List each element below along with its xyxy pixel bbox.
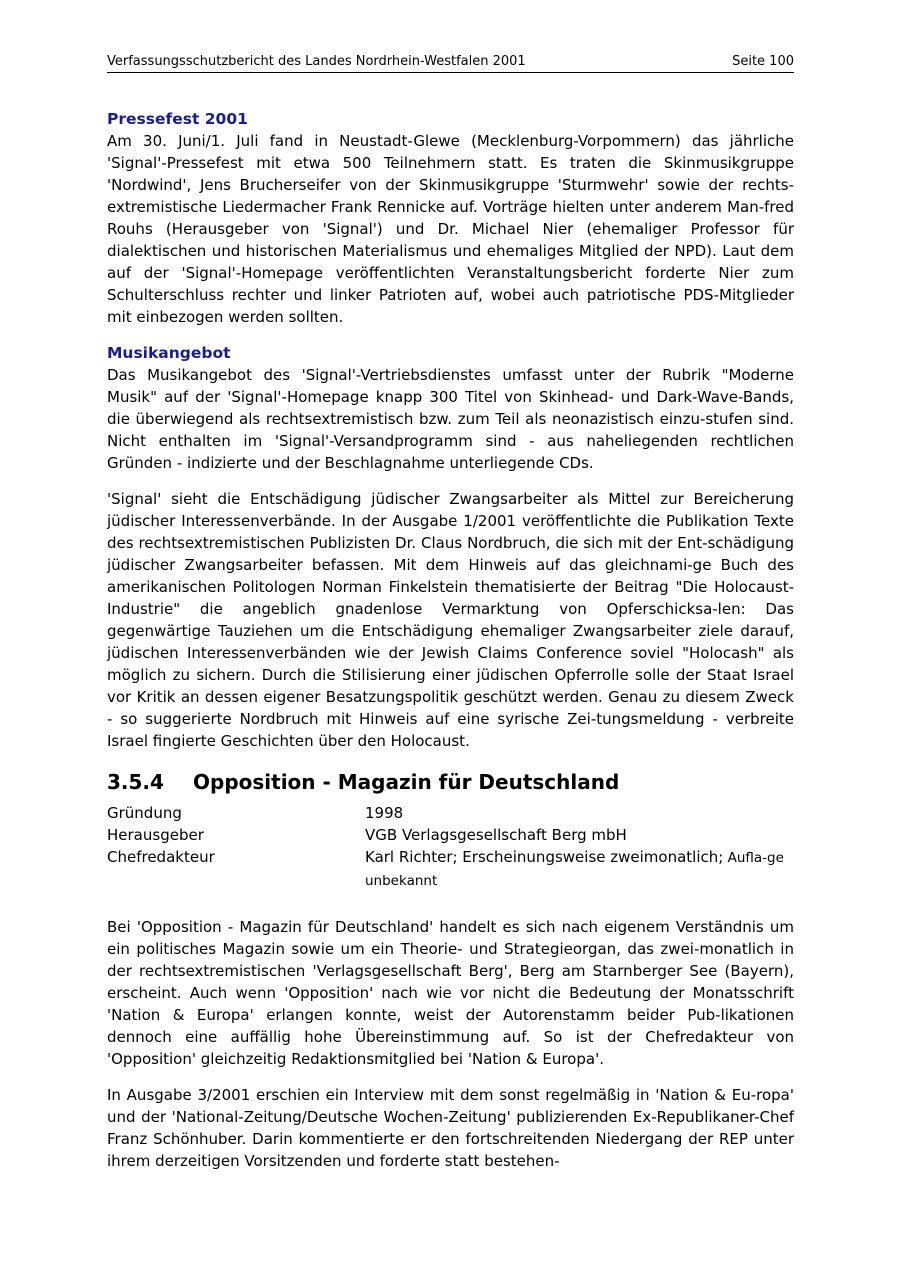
heading-musikangebot: Musikangebot [107, 344, 231, 362]
paragraph-musikangebot-2: 'Signal' sieht die Entschädigung jüdischer Zwangsarbeiter als Mittel zur Bereicherung jüdischer Interessenverbände. In der Ausgabe 1/2001 veröffentlichte die Publikation Texte des rechtsextremistischen Publizisten Dr. Claus Nordbruch, die sich mit der Ent-schädigung jüdischer Zwangsarbeiter befassen. Mit dem Hinweis auf das gleichnami-ge Buch des amerikanischen Politologen Norman Finkelstein thematisierte der Beitrag "Die Holocaust-Industrie" die angeblich gnadenlose Vermarktung von Opferschicksa-len: Das gegenwärtige Tauziehen um die Entschädigung ehemaliger Zwangsarbeiter ziele darauf, jüdischen Interessenverbänden wie der Jewish Claims Conference soviel "Holocash" als möglich zu sichern. Durch die Stilisierung einer jüdischen Opferrolle solle der Staat Israel vor Kritik an dessen eigener Besatzungspolitik geschützt werden. Genau zu diesem Zweck - so suggerierte Nordbruch mit Hinweis auf eine syrische Zei-tungsmeldung - verbreite Israel fingierte Geschichten über den Holocaust. [107, 490, 794, 750]
paragraph-opposition-1: Bei 'Opposition - Magazin für Deutschland' handelt es sich nach eigenem Verständnis um ein politisches Magazin sowie um ein Theorie- und Strategieorgan, das zwei-monatlich in der rechtsextremistischen 'Verlagsgesellschaft Berg', Berg am Starnberger See (Bayern), erscheint. Auch wenn 'Opposition' nach wie vor nicht die Bedeutung der Monatsschrift 'Nation & Europa' erlangen konnte, weist der Autorenstamm beider Pub-likationen dennoch eine auffällig hohe Übereinstimmung auf. So ist der Chefredakteur von 'Opposition' gleichzeitig Redaktionsmitglied bei 'Nation & Europa'. [107, 918, 794, 1068]
meta-value: 1998 [365, 804, 404, 822]
meta-key: Chefredakteur [107, 848, 215, 866]
section-title: Opposition - Magazin für Deutschland [193, 770, 620, 794]
paragraph-pressefest: Am 30. Juni/1. Juli fand in Neustadt-Glewe (Mecklenburg-Vorpommern) das jährliche 'Signal'-Pressefest mit etwa 500 Teilnehmern statt. Es traten die Skinmusikgruppe 'Nordwind', Jens Brucherseifer von der Skinmusikgruppe 'Sturmwehr' sowie der rechts-extremistische Liedermacher Frank Rennicke auf. Vorträge hielten unter anderem Man-fred Rouhs (Herausgeber von 'Signal') und Dr. Michael Nier (ehemaliger Professor für dialektischen und historischen Materialismus und ehemaliges Mitglied der NPD). Laut dem auf der 'Signal'-Homepage veröffentlichten Veranstaltungsbericht forderte Nier zum Schulterschluss rechter und linker Patrioten auf, wobei auch patriotische PDS-Mitglieder mit einbezogen werden sollten. [107, 132, 794, 326]
paragraph-opposition-2: In Ausgabe 3/2001 erschien ein Interview mit dem sonst regelmäßig in 'Nation & Eu-ropa' und der 'National-Zeitung/Deutsche Wochen-Zeitung' publizierenden Ex-Republikaner-Chef Franz Schönhuber. Darin kommentierte er den fortschreitenden Niedergang der REP unter ihrem derzeitigen Vorsitzenden und forderte statt bestehen- [107, 1086, 794, 1170]
page-number: Seite 100 [732, 54, 794, 69]
meta-value: Karl Richter; Erscheinungsweise zweimonatlich; Aufla-ge unbekannt [365, 848, 784, 889]
publication-meta-table [107, 802, 794, 892]
meta-value: VGB Verlagsgesellschaft Berg mbH [365, 826, 627, 844]
meta-key: Gründung [107, 804, 182, 822]
meta-row-herausgeber [107, 824, 794, 846]
report-title: Verfassungsschutzbericht des Landes Nordrhein-Westfalen 2001 [107, 54, 526, 69]
meta-value-small: Aufla-ge unbekannt [365, 850, 784, 889]
heading-pressefest: Pressefest 2001 [107, 110, 248, 128]
section-heading-opposition [107, 768, 794, 796]
section-number: 3.5.4 [107, 770, 164, 794]
page-content [107, 108, 794, 1172]
meta-row-gruendung [107, 802, 794, 824]
paragraph-musikangebot-1: Das Musikangebot des 'Signal'-Vertriebsdienstes umfasst unter der Rubrik "Moderne Musik" auf der 'Signal'-Homepage knapp 300 Titel von Skinhead- und Dark-Wave-Bands, die überwiegend als rechtsextremistisch bzw. zum Teil als neonazistisch einzu-stufen sind. Nicht enthalten im 'Signal'-Versandprogramm sind - aus naheliegenden rechtlichen Gründen - indizierte und der Beschlagnahme unterliegende CDs. [107, 366, 794, 472]
running-header [107, 52, 794, 73]
meta-key: Herausgeber [107, 826, 204, 844]
meta-row-chefredakteur [107, 846, 794, 892]
